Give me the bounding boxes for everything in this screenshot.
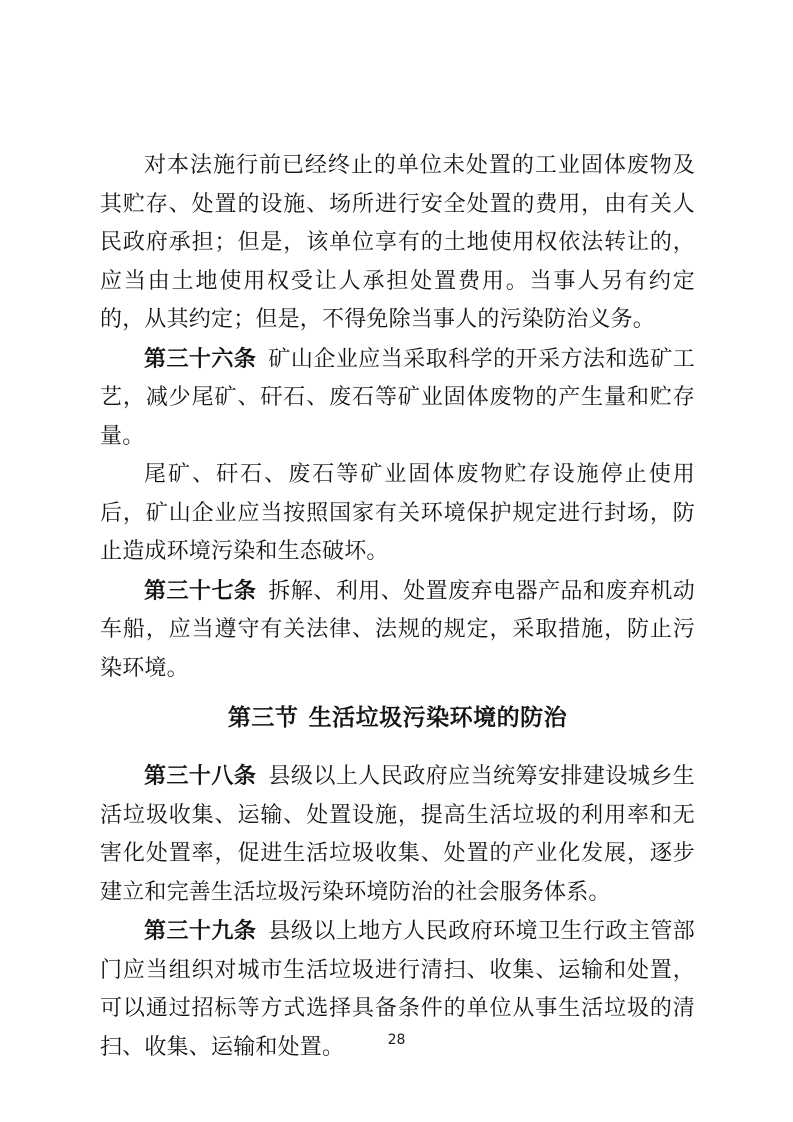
article-39-number: 第三十九条 bbox=[144, 918, 257, 944]
section-heading bbox=[100, 699, 695, 737]
article-39-text: 县级以上地方人民政府环境卫生行政主管部门应当组织对城市生活垃圾进行清扫、收集、运输和处置，可以通过招标等方式选择具备条件的单位从事生活垃圾的清扫、收集、运输和处置。 bbox=[100, 919, 695, 1060]
section-number: 第三节 bbox=[227, 704, 299, 731]
paragraph-article-37 bbox=[100, 572, 695, 689]
paragraph-text: 对本法施行前已经终止的单位未处置的工业固体废物及其贮存、处置的设施、场所进行安全处置的费用，由有关人民政府承担；但是，该单位享有的土地使用权依法转让的，应当由土地使用权受让人承担处置费用。当事人另有约定的，从其约定；但是，不得免除当事人的污染防治义务。 bbox=[100, 153, 695, 332]
article-36-number: 第三十六条 bbox=[144, 345, 257, 372]
article-38-text: 县级以上人民政府应当统筹安排建设城乡生活垃圾收集、运输、处置设施，提高生活垃圾的利用率和无害化处置率，促进生活垃圾收集、处置的产业化发展，逐步建立和完善生活垃圾污染环境防治的社会服务体系。 bbox=[100, 764, 695, 905]
paragraph-tailings bbox=[100, 456, 695, 572]
text-block bbox=[100, 147, 695, 1067]
page-number: 28 bbox=[387, 1032, 406, 1048]
section-title: 生活垃圾污染环境的防治 bbox=[308, 704, 568, 731]
article-37-text: 拆解、利用、处置废弃电器产品和废弃机动车船，应当遵守有关法律、法规的规定，采取措施，防止污染环境。 bbox=[100, 578, 695, 681]
article-37-number: 第三十七条 bbox=[144, 577, 257, 604]
article-38-number: 第三十八条 bbox=[144, 763, 257, 789]
article-36-text: 矿山企业应当采取科学的开采方法和选矿工艺，减少尾矿、矸石、废石等矿业固体废物的产生量和贮存量。 bbox=[100, 346, 695, 449]
paragraph-article-38 bbox=[100, 757, 695, 912]
paragraph-text: 尾矿、矸石、废石等矿业固体废物贮存设施停止使用后，矿山企业应当按照国家有关环境保护规定进行封场，防止造成环境污染和生态破坏。 bbox=[100, 462, 695, 564]
paragraph-disposal-costs bbox=[100, 147, 695, 340]
paragraph-article-36 bbox=[100, 340, 695, 457]
